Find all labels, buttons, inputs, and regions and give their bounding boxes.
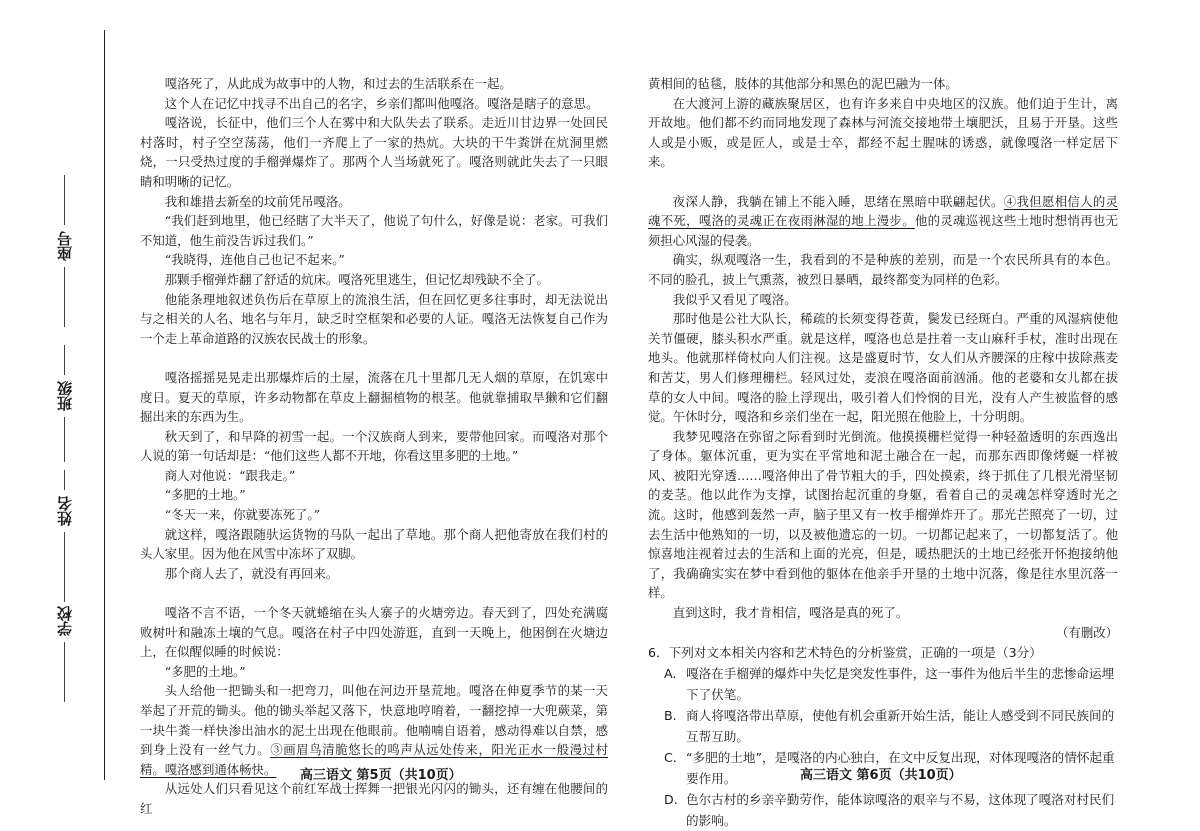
paragraph: 黄相间的毡毯，肢体的其他部分和黑色的泥巴融为一体。 (648, 76, 958, 91)
seat-field (44, 175, 84, 327)
option-key: A. (664, 666, 677, 682)
option-key: B. (664, 708, 677, 724)
class-field (44, 345, 84, 462)
school-field (44, 590, 84, 702)
paragraph: 我梦见嘎洛在弥留之际看到时光倒流。他摸摸栅栏觉得一种轻盈透明的东西逸出了身体。躯体沉重，更为实在平常地和泥土融合在一起，而那东西即像烤蜒一样被风、被阳光穿透……嘎洛伸出了骨节粗大的手，四处摸索，终于抓住了几根光滑坚韧的麦茎。他以此作为支撑，试图抬起沉重的身躯，看着自己的灵魂怎样穿透时光之流。这时，他感到轰然一声，脑子里又有一枚手榴弹炸开了。那光芒照亮了一切，过去生活中他熟知的一切，以及被他遗忘的一切。一切都记起来了，一切都复活了。他惊喜地注视着过去的生活和上面的光亮，但是，暖热肥沃的土地已经张开怀抱接纳他了，我确确实实在梦中看到他的躯体在他亲手开垦的土地中沉落，像是往水里沉落一样。 (648, 428, 1118, 601)
paragraph: 嘎洛死了，从此成为故事中的人物，和过去的生活联系在一起。 (164, 76, 512, 91)
page-footer-left: 高三语文 第5页（共10页） (300, 768, 462, 783)
underlined-sentence-4: ④我但愿相信人的灵魂不死，嘎洛的灵魂正在夜雨淋湿的地上漫步。 (648, 193, 1119, 229)
paragraph: 嘎洛不言不语，一个冬天就蜷缩在头人寨子的火塘旁边。春天到了，四处充满腐败树叶和融冻土壤的气息。嘎洛在村子中四处游逛，直到一天晚上，他困倒在火塘边上，在似醒似睡的时候说： (140, 605, 608, 660)
paragraph-text: 他的灵魂巡视这些土地时想悄再也无须担心风湿的侵袭。 (648, 213, 1119, 248)
name-field (44, 470, 84, 602)
paragraph: “我晓得，连他自己也记不起来。” (164, 252, 345, 268)
paragraph: “多肥的土地。” (164, 487, 246, 503)
option-d[interactable] (664, 789, 1118, 831)
seat-label: 座号 (55, 231, 74, 261)
question-stem: 6．下列对文本相关内容和艺术特色的分析鉴赏，正确的一项是（3分） (648, 645, 1042, 661)
paragraph: 我似乎又看见了嘎洛。 (672, 291, 797, 307)
paragraph: 直到这时，我才肯相信，嘎洛是真的死了。 (672, 605, 909, 621)
name-line (64, 470, 65, 490)
option-text: 嘎洛在手榴弹的爆炸中失忆是突发性事件，这一事件为他后半生的悲惨命运埋下了伏笔。 (686, 666, 1115, 703)
page-footer-right: 高三语文 第6页（共10页） (800, 768, 962, 783)
binding-line (104, 30, 105, 780)
paragraph: 那时他是公社大队长，稀疏的长须变得苍黄，鬓发已经斑白。严重的风湿病使他关节僵硬，膝头积水严重。就是这样，嘎洛也总是拄着一支山麻秆手杖，准时出现在地头。他就那样倚杖向人们注视。这是盛夏时节，女人们从齐腰深的庄稼中拔除燕麦和苦艾，男人们修理栅栏。轻风过处，麦浪在嘎洛面前汹涌。他的老婆和女儿都在拔草的女人中间。嘎洛的脸上浮现出，吸引着人们怜悯的目光，没有人产生被监督的感觉。午休时分，嘎洛和乡亲们坐在一起，阳光照在他脸上，十分明朗。 (648, 311, 1118, 425)
paragraph: “我们赶到地里，他已经瞎了大半天了，他说了句什么，好像是说：老家。可我们不知道，他生前没告诉过我们。” (140, 213, 608, 248)
paragraph: “多肥的土地。” (164, 663, 246, 679)
underlined-sentence-3: ③画眉鸟清脆悠长的鸣声从远处传来，阳光正水一般漫过村精。嘎洛感到通体畅快。 (140, 742, 609, 777)
option-text: 商人将嘎洛带出草原，使他有机会重新开始生活，能让人感受到不同民族间的互帮互助。 (686, 708, 1115, 745)
option-a[interactable] (664, 663, 1118, 705)
paragraph (648, 192, 1118, 251)
source-note: （有删改） (1056, 624, 1118, 640)
paragraph: 他能条理地叙述负伤后在草原上的流浪生活，但在回忆更多往事时，却无法说出与之相关的人名、地名与年月，缺乏时空框架和必要的人证。嘎洛无法恢复自己作为一个走上革命道路的汉族农民战士的形象。 (140, 291, 608, 346)
option-text: 色尔古村的乡亲辛勤劳作，能体谅嘎洛的艰辛与不易，这体现了嘎洛对村民们的影响。 (686, 792, 1115, 829)
seat-line (64, 175, 65, 225)
left-page-column (140, 74, 608, 819)
class-label: 班级 (55, 381, 74, 411)
paragraph: 商人对他说：“跟我走。” (164, 467, 296, 483)
school-line (64, 590, 65, 600)
option-key: D. (664, 792, 678, 808)
paragraph: 这个人在记忆中找寻不出自己的名字，乡亲们都叫他嘎洛。嘎洛是瞎子的意思。 (164, 95, 599, 111)
paragraph-text: 夜深人静，我躺在铺上不能入睡，思绪在黑暗中联翩起伏。 (672, 193, 1004, 209)
seat-line (64, 267, 65, 327)
paragraph: 从远处人们只看见这个前红军战士挥舞一把银光闪闪的锄头，还有缠在他腰间的红 (140, 781, 608, 816)
option-key: C. (664, 750, 677, 766)
class-line (64, 417, 65, 462)
paragraph: “冬天一来，你就要冻死了。” (164, 507, 320, 523)
paragraph-text: 头人给他一把锄头和一把弯刀，叫他在河边开垦荒地。嘎洛在伸夏季节的某一天举起了开荒的锄头。他的锄头举起又落下，快意地哼唷着，一翻挖掉一大兜蕨菜，第一块牛粪一样快渗出油水的泥土出现在他眼前。他喃喃自语着，感动得难以自禁，感到身上没有一丝气力。 (140, 683, 608, 758)
paragraph: 那个商人去了，就没有再回来。 (164, 565, 339, 581)
school-label: 学校 (55, 606, 74, 636)
right-page-column (648, 74, 1118, 831)
paragraph: 嘎洛说，长征中，他们三个人在雾中和大队失去了联系。走近川甘边界一处回民村落时，村子空空荡荡，他们一齐爬上了一家的热炕。大块的干牛粪饼在炕洞里燃烧，一只受热过度的手榴弹爆炸了。那两个人当场就死了。嘎洛则就此失去了一只眼睛和明晰的记忆。 (140, 115, 608, 189)
paragraph: 那颗手榴弹炸翻了舒适的炕床。嘎洛死里逃生，但记忆却残缺不全了。 (164, 271, 549, 287)
paragraph: 就这样，嘎洛跟随驮运货物的马队一起出了草地。那个商人把他寄放在我们村的头人家里。因为他在风雪中冻坏了双脚。 (140, 526, 608, 562)
paragraph: 在大渡河上游的藏族聚居区，也有许多来自中央地区的汉族。他们迫于生计，离开故地。他们都不约而同地发现了森林与河流交接地带土壤肥沃，且易于开垦。这些人或是小贩，或是匠人，或是士卒，都经不起土腥味的诱惑，就像嘎洛一样定居下来。 (648, 95, 1118, 170)
paragraph: 确实，纵观嘎洛一生，我看到的不是种族的差别，而是一个农民所具有的本色。不同的脸孔，披上气熏蒸，被烈日暴晒，最终都变为同样的色彩。 (648, 252, 1118, 287)
paragraph: 秋天到了，和早降的初雪一起。一个汉族商人到来，要带他回家。而嘎洛对那个人说的第一句话却是：“他们这些人都不开地，你看这里多肥的土地。” (140, 428, 608, 464)
option-b[interactable] (664, 705, 1118, 747)
paragraph: 嘎洛摇摇晃晃走出那爆炸后的土屋，流落在几十里都几无人烟的草原，在饥寒中度日。夏天的草原，许多动物都在草皮上翻掘植物的根茎。他就靠捕取旱獭和它们翻掘出来的东西为生。 (140, 369, 608, 425)
school-line (64, 642, 65, 702)
option-text: “多肥的土地”，是嘎洛的内心独白，在文中反复出现，对体现嘎洛的情怀起重要作用。 (686, 750, 1115, 787)
class-line (64, 345, 65, 375)
paragraph: 我和雄措去新垒的坟前凭吊嘎洛。 (164, 193, 351, 209)
name-label: 姓名 (55, 496, 74, 526)
